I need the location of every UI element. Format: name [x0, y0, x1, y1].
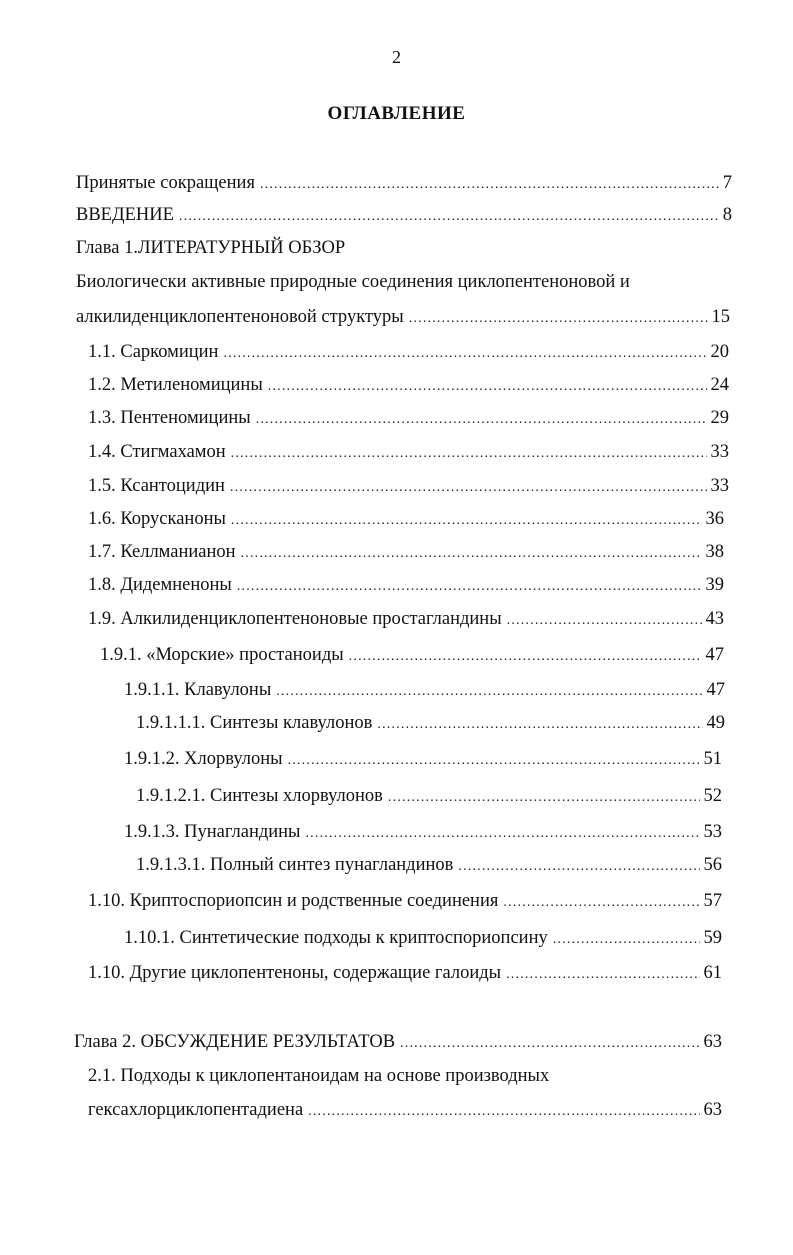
toc-leader-dots: [400, 1032, 699, 1056]
toc-entry-title: 1.9.1.3. Пунагландины: [124, 822, 301, 842]
toc-entry-page: 36: [705, 509, 724, 529]
toc-leader-dots: [308, 1100, 699, 1124]
toc-entry-1-10: [88, 889, 722, 913]
toc-entry-1-9-1-2: [124, 747, 722, 771]
toc-leader-dots: [288, 749, 700, 773]
toc-entry-1-9-1-1: [124, 678, 725, 702]
toc-entry-title: 1.9.1.1. Клавулоны: [124, 680, 272, 700]
toc-entry-title: 1.2. Метиленомицины: [88, 375, 263, 395]
toc-entry-page: 15: [711, 307, 730, 327]
toc-entry-title: 1.6. Корусканоны: [88, 509, 226, 529]
toc-leader-dots: [276, 680, 702, 704]
toc-leader-dots: [260, 173, 719, 197]
toc-leader-dots: [349, 645, 702, 669]
toc-entry-1-9-1-3-1: [136, 853, 722, 877]
toc-leader-dots: [553, 928, 700, 952]
toc-entry-page: 57: [703, 891, 722, 911]
toc-entry-page: 53: [703, 822, 722, 842]
toc-entry-1-8: [88, 573, 724, 597]
toc-entry-1-5: [88, 474, 729, 498]
toc-leader-dots: [503, 891, 699, 915]
toc-entry-2-1-line2: [88, 1098, 722, 1122]
toc-leader-dots: [409, 307, 708, 331]
toc-entry-title: 1.10.1. Синтетические подходы к криптоспориопсину: [124, 928, 548, 948]
toc-leader-dots: [223, 342, 706, 366]
toc-entry-1-9: [88, 607, 724, 631]
toc-entry-1-9-1-3: [124, 820, 722, 844]
toc-entry-page: 61: [703, 963, 722, 983]
toc-entry-1-3: [88, 406, 729, 430]
toc-entry-title: Принятые сокращения: [76, 173, 255, 193]
toc-entry-page: 47: [705, 645, 724, 665]
toc-leader-dots: [231, 509, 702, 533]
page-number: 2: [392, 47, 401, 67]
toc-entry-1-2: [88, 373, 729, 397]
toc-chapter1-intro-line1: Биологически активные природные соединения циклопентеноновой и: [76, 272, 630, 292]
toc-leader-dots: [377, 713, 702, 737]
toc-leader-dots: [458, 855, 699, 879]
toc-leader-dots: [237, 575, 702, 599]
toc-entry-title: 1.9.1.2.1. Синтезы хлорвулонов: [136, 786, 383, 806]
toc-entry-page: 39: [705, 575, 724, 595]
toc-entry-1-9-1-2-1: [136, 784, 722, 808]
toc-entry-1-9-1-1-1: [136, 711, 725, 735]
toc-entry-page: 56: [703, 855, 722, 875]
toc-entry-title: 1.10. Другие циклопентеноны, содержащие галоиды: [88, 963, 502, 983]
toc-entry-title: 1.8. Дидемненоны: [88, 575, 232, 595]
toc-entry-title: 1.3. Пентеномицины: [88, 408, 251, 428]
toc-entry-title: 1.9.1. «Морские» простаноиды: [100, 645, 344, 665]
toc-entry-title: алкилиденциклопентеноновой структуры: [76, 307, 404, 327]
toc-leader-dots: [506, 963, 699, 987]
toc-leader-dots: [231, 442, 707, 466]
toc-entry-title: 1.4. Стигмахамон: [88, 442, 226, 462]
toc-entry-title: гексахлорциклопентадиена: [88, 1100, 304, 1120]
toc-leader-dots: [256, 408, 707, 432]
toc-entry-page: 29: [710, 408, 729, 428]
toc-entry-1-4: [88, 440, 729, 464]
toc-entry-title: 1.9. Алкилиденциклопентеноновые простагландины: [88, 609, 502, 629]
toc-leader-dots: [230, 476, 707, 500]
toc-entry-title: 1.9.1.3.1. Полный синтез пунагландинов: [136, 855, 454, 875]
toc-entry-page: 49: [706, 713, 725, 733]
toc-entry-title: ВВЕДЕНИЕ: [76, 205, 174, 225]
toc-entry-page: 59: [703, 928, 722, 948]
toc-entry-chapter2: [74, 1030, 722, 1054]
toc-chapter1-intro-line2: [76, 305, 730, 329]
toc-entry-1-6: [88, 507, 724, 531]
toc-entry-title: 1.7. Келлманианон: [88, 542, 236, 562]
toc-leader-dots: [507, 609, 702, 633]
toc-entry-page: 33: [710, 476, 729, 496]
toc-entry-page: 38: [705, 542, 724, 562]
toc-entry-page: 47: [706, 680, 725, 700]
toc-chapter1-title: Глава 1.ЛИТЕРАТУРНЫЙ ОБЗОР: [76, 238, 346, 258]
toc-entry-page: 8: [722, 205, 732, 225]
toc-entry-page: 51: [703, 749, 722, 769]
toc-entry-page: 7: [722, 173, 732, 193]
toc-leader-dots: [268, 375, 707, 399]
toc-entry-page: 20: [710, 342, 729, 362]
toc-entry-1-10-1: [124, 926, 722, 950]
toc-entry-page: 63: [703, 1100, 722, 1120]
toc-entry-1-7: [88, 540, 724, 564]
toc-entry-introduction: [76, 203, 732, 227]
toc-entry-page: 43: [705, 609, 724, 629]
toc-leader-dots: [179, 205, 719, 229]
toc-heading: ОГЛАВЛЕНИЕ: [327, 103, 466, 124]
toc-leader-dots: [241, 542, 702, 566]
toc-entry-page: 63: [703, 1032, 722, 1052]
toc-entry-title: 1.9.1.1.1. Синтезы клавулонов: [136, 713, 373, 733]
toc-entry-1-1: [88, 340, 729, 364]
toc-entry-title: 1.9.1.2. Хлорвулоны: [124, 749, 283, 769]
toc-entry-title: 1.10. Криптоспориопсин и родственные соединения: [88, 891, 499, 911]
toc-leader-dots: [388, 786, 700, 810]
toc-entry-page: 52: [703, 786, 722, 806]
toc-entry-page: 24: [710, 375, 729, 395]
toc-entry-page: 33: [710, 442, 729, 462]
toc-entry-1-9-1: [100, 643, 724, 667]
toc-entry-title: Глава 2. ОБСУЖДЕНИЕ РЕЗУЛЬТАТОВ: [74, 1032, 396, 1052]
toc-entry-title: 1.1. Саркомицин: [88, 342, 219, 362]
toc-entry-2-1-line1: 2.1. Подходы к циклопентаноидам на основе производных: [88, 1066, 550, 1086]
toc-entry-title: 1.5. Ксантоцидин: [88, 476, 225, 496]
toc-leader-dots: [305, 822, 699, 846]
toc-entry-1-10-other: [88, 961, 722, 985]
toc-entry-abbreviations: [76, 171, 732, 195]
